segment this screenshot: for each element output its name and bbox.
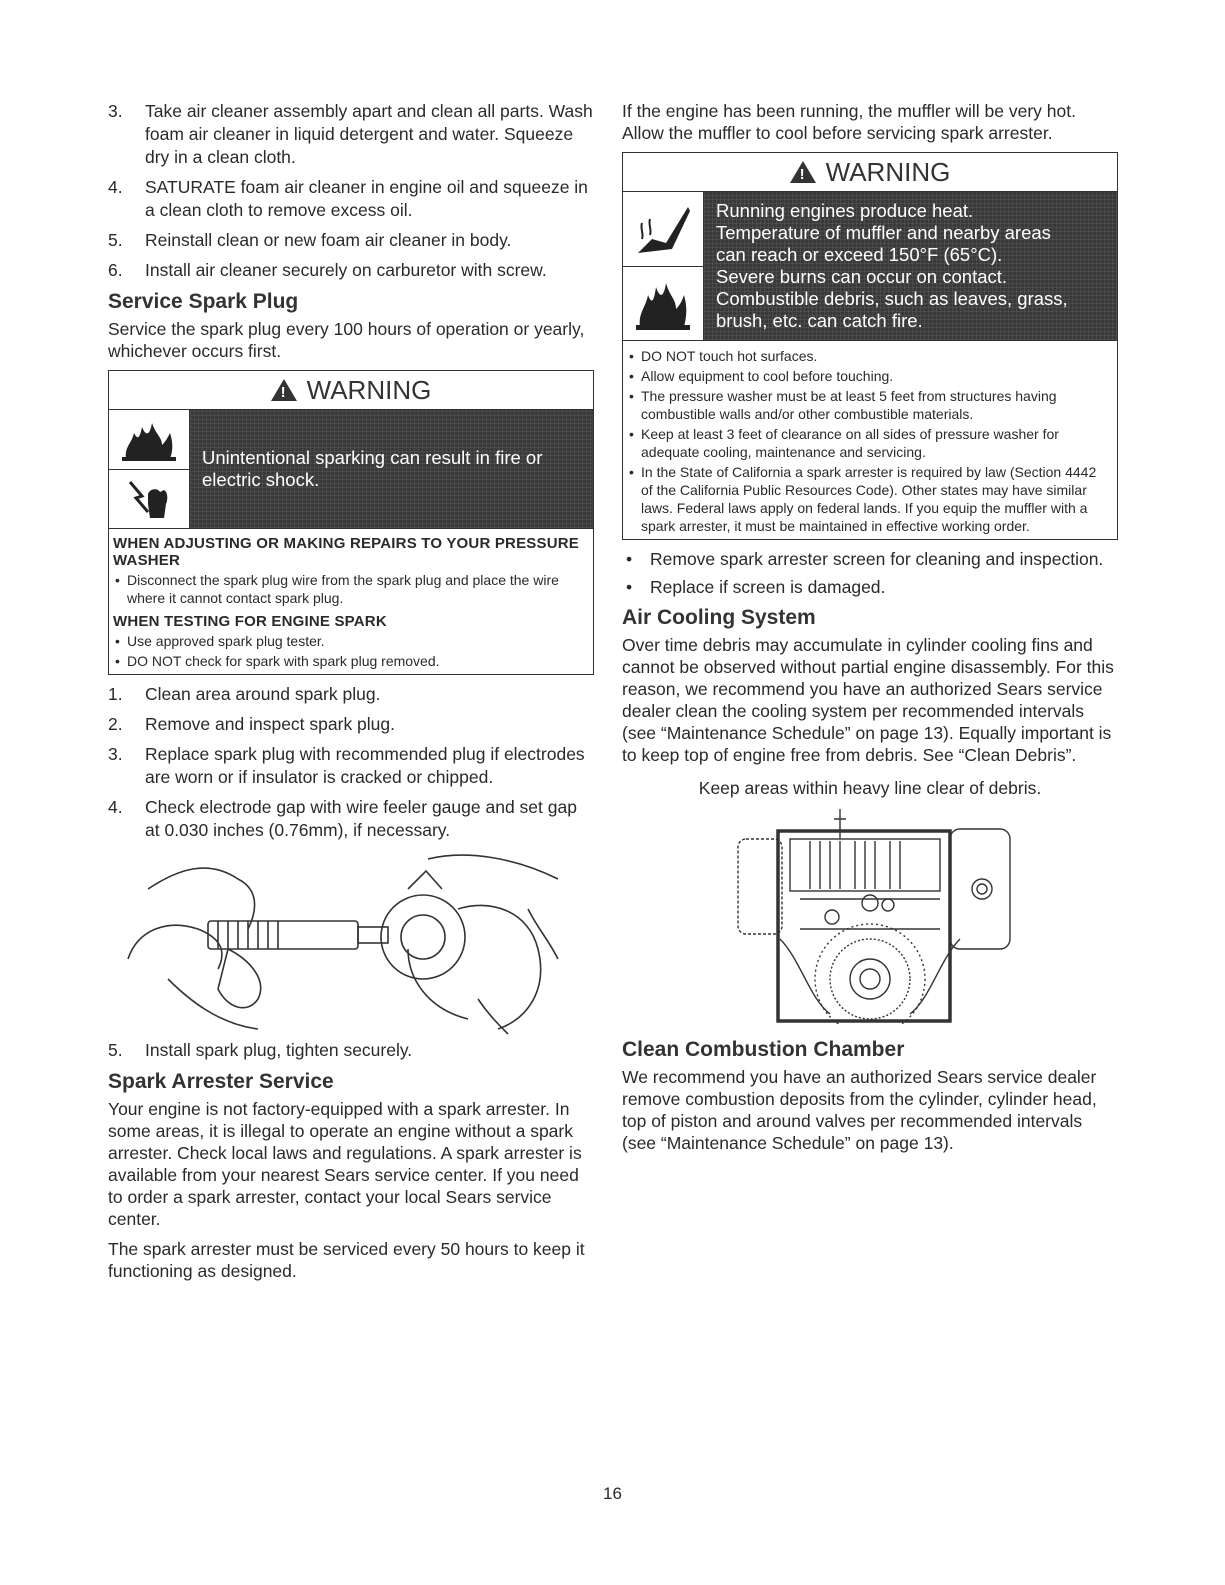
list-item: • Keep at least 3 feet of clearance on all sides of pressure washer for adequate cooling, maintenance and servicing. — [627, 425, 1111, 461]
list-item: • Use approved spark plug tester. — [113, 632, 587, 650]
paragraph: Service the spark plug every 100 hours of operation or yearly, whichever occurs first. — [108, 319, 585, 361]
list-item: • DO NOT touch hot surfaces. — [627, 347, 1111, 365]
list-item: 5. Install spark plug, tighten securely. — [108, 1040, 413, 1060]
muffler-warning-box — [622, 152, 1118, 540]
list-item: 3. Take air cleaner assembly apart and clean all parts. Wash foam air cleaner in liquid detergent and water. Squeeze dry in a clean cloth. — [108, 101, 593, 167]
warning-title: ! WARNING — [623, 153, 1117, 192]
section-heading: Spark Arrester Service — [108, 1070, 334, 1093]
list-item: 4. SATURATE foam air cleaner in engine oil and squeeze in a clean cloth to remove excess oil. — [108, 177, 588, 220]
warning-triangle-icon — [271, 379, 297, 401]
warning-triangle-icon — [790, 161, 816, 183]
spark-warning-box — [108, 370, 594, 675]
list-item: • The pressure washer must be at least 5 feet from structures having combustible walls and/or other combustible materials. — [627, 387, 1111, 423]
list-item: 6. Install air cleaner securely on carburetor with screw. — [108, 260, 547, 280]
paragraph: Over time debris may accumulate in cylinder cooling fins and cannot be observed without partial engine disassembly. For this reason, we recommend you have an authorized Sears service dealer clean the cooling system per recommended intervals (see “Maintenance Schedule” on page 13). Equally important is to keep top of engine free from debris. See “Clean Debris”. — [622, 635, 1114, 765]
spark-plug-gap-illustration — [108, 849, 594, 1039]
fire-icon — [109, 410, 189, 470]
list-item: 1. Clean area around spark plug. — [108, 684, 381, 704]
paragraph: If the engine has been running, the muffler will be very hot. Allow the muffler to cool before servicing spark arrester. — [622, 101, 1076, 143]
warning-bullets — [109, 632, 593, 670]
hazard-icons — [623, 192, 704, 340]
section-heading: Service Spark Plug — [108, 290, 299, 313]
paragraph: We recommend you have an authorized Sears service dealer remove combustion deposits from the cylinder, cylinder head, top of piston and around valves per recommended intervals (see “Maintenance Schedule” on page 13). — [622, 1067, 1097, 1153]
section-heading: Air Cooling System — [622, 606, 816, 629]
list-item: • Remove spark arrester screen for cleaning and inspection. — [622, 548, 1118, 570]
list-item: • DO NOT check for spark with spark plug removed. — [113, 652, 587, 670]
warning-subheading: WHEN TESTING FOR ENGINE SPARK — [113, 613, 387, 630]
section-heading: Clean Combustion Chamber — [622, 1038, 905, 1061]
list-item: • Disconnect the spark plug wire from the spark plug and place the wire where it cannot contact spark plug. — [113, 571, 587, 607]
warning-bullets — [109, 571, 593, 607]
spark-plug-steps-final — [108, 1039, 594, 1062]
list-item: 2. Remove and inspect spark plug. — [108, 714, 395, 734]
list-item: • Replace if screen is damaged. — [622, 576, 1118, 598]
hazard-icons — [109, 410, 190, 528]
warning-title: ! WARNING — [109, 371, 593, 410]
air-cleaner-steps — [108, 100, 594, 282]
warning-bullets — [623, 347, 1117, 535]
hazard-panel — [623, 192, 1117, 341]
fire-icon — [623, 267, 703, 341]
hazard-message: Running engines produce heat. Temperature of muffler and nearby areas can reach or exceed 150°F (65°C). Severe burns can occur on contact. Combustible debris, such as leaves, grass, brush, etc. can catch fire. — [704, 192, 1117, 340]
warning-subheading: WHEN ADJUSTING OR MAKING REPAIRS TO YOUR PRESSURE WASHER — [113, 535, 579, 569]
right-column — [622, 100, 1118, 1162]
list-item: 5. Reinstall clean or new foam air cleaner in body. — [108, 230, 512, 250]
illustration-caption: Keep areas within heavy line clear of debris. — [698, 778, 1042, 798]
left-column — [108, 100, 594, 1290]
list-item: • In the State of California a spark arrester is required by law (Section 4442 of the California Public Resources Code). Other states may have similar laws. Federal laws apply on federal lands. If you equip the muffler with a spark arrester, it must be maintained in effective working order. — [627, 463, 1111, 535]
list-item: • Allow equipment to cool before touching. — [627, 367, 1111, 385]
spark-plug-steps — [108, 683, 594, 842]
engine-illustration — [622, 809, 1118, 1024]
list-item: 3. Replace spark plug with recommended plug if electrodes are worn or if insulator is cracked or chipped. — [108, 744, 585, 787]
hot-surface-icon — [623, 192, 703, 267]
paragraph: The spark arrester must be serviced every 50 hours to keep it functioning as designed. — [108, 1239, 585, 1281]
electric-shock-icon — [109, 470, 189, 529]
list-item: 4. Check electrode gap with wire feeler gauge and set gap at 0.030 inches (0.76mm), if necessary. — [108, 797, 577, 840]
hazard-panel — [109, 410, 593, 529]
hazard-message: Unintentional sparking can result in fire or electric shock. — [190, 410, 593, 528]
paragraph: Your engine is not factory-equipped with a spark arrester. In some areas, it is illegal to operate an engine without a spark arrester. Check local laws and regulations. A spark arrester is available from your nearest Sears service center. If you need to order a spark arrester, contact your local Sears service center. — [108, 1099, 582, 1229]
arrester-bullets — [622, 548, 1118, 598]
page-number: 16 — [603, 1484, 622, 1503]
